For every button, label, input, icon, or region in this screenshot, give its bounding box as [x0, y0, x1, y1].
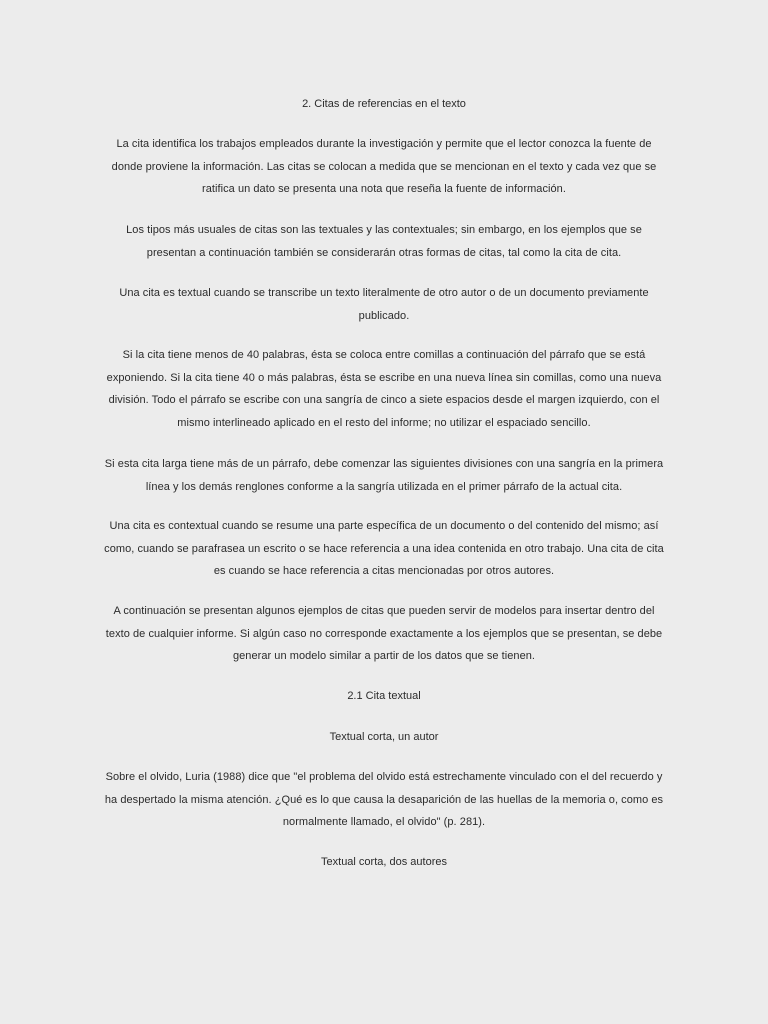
paragraph-cita-definition: La cita identifica los trabajos empleados durante la investigación y permite que el lector conozca la fuente de donde proviene la información. Las citas se colocan a medida que se mencionan en el texto y cada vez que se ratifica un dato se presenta una nota que reseña la fuente de información. — [111, 138, 657, 196]
section-title: 2. Citas de referencias en el texto — [302, 98, 466, 110]
example-title-two-authors: Textual corta, dos autores — [321, 856, 447, 868]
paragraph-word-count-rules: Si la cita tiene menos de 40 palabras, ésta se coloca entre comillas a continuación del párrafo que se está exponiendo. Si la cita tiene 40 o más palabras, ésta se escribe en una nueva línea sin comillas, como una nueva división. Todo el párrafo se escribe con una sangría de cinco a siete espacios desde el margen izquierdo, con el mismo interlineado aplicado en el resto del informe; no utilizar el espaciado sencillo. — [106, 349, 662, 429]
example-title-one-author: Textual corta, un autor — [329, 731, 439, 743]
example-text-one-author: Sobre el olvido, Luria (1988) dice que "el problema del olvido está estrechamente vinculado con el del recuerdo y ha despertado la misma atención. ¿Qué es lo que causa la desaparición de las huellas de la memoria o, como es normalmente llamado, el olvido" (p. 281). — [104, 771, 664, 829]
paragraph-examples-intro: A continuación se presentan algunos ejemplos de citas que pueden servir de modelos para insertar dentro del texto de cualquier informe. Si algún caso no corresponde exactamente a los ejemplos que se presentan, se debe generar un modelo similar a partir de los datos que se tienen. — [105, 605, 663, 663]
subsection-title: 2.1 Cita textual — [347, 690, 421, 702]
paragraph-citation-types: Los tipos más usuales de citas son las textuales y las contextuales; sin embargo, en los ejemplos que se presentan a continuación también se considerarán otras formas de citas, tal como la cita de cita. — [126, 224, 642, 259]
paragraph-contextual-definition: Una cita es contextual cuando se resume una parte específica de un documento o del contenido del mismo; así como, cuando se parafrasea un escrito o se hace referencia a una idea contenida en otro trabajo. Una cita de cita es cuando se hace referencia a citas mencionadas por otros autores. — [104, 520, 664, 578]
paragraph-long-citation: Si esta cita larga tiene más de un párrafo, debe comenzar las siguientes divisiones con una sangría en la primera línea y los demás renglones conforme a la sangría utilizada en el primer párrafo de la actual cita. — [104, 458, 664, 493]
paragraph-textual-definition: Una cita es textual cuando se transcribe un texto literalmente de otro autor o de un documento previamente publicado. — [119, 287, 649, 322]
